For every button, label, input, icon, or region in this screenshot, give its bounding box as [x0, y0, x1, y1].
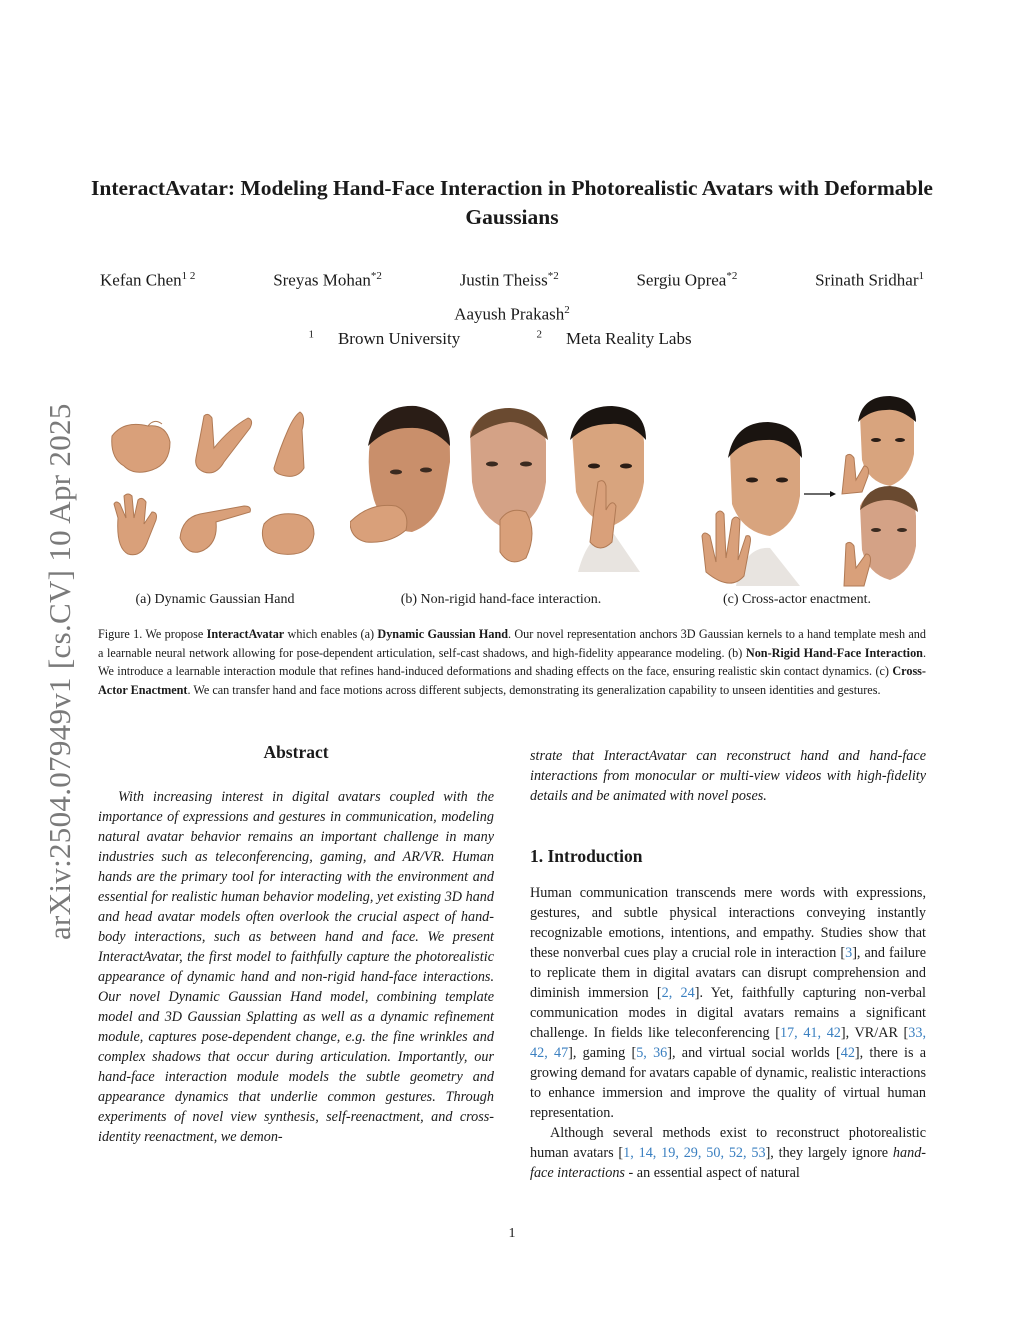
author-3: Justin Theiss$^{*2}$: [459, 270, 559, 290]
subcaption-c: (c) Cross-actor enactment.: [722, 592, 872, 607]
author-6: Aayush Prakash$^2$: [454, 304, 570, 324]
author-5: Srinath Sridhar$^1$: [815, 270, 924, 290]
left-column: [98, 742, 494, 1147]
abstract-continued: strate that InteractAvatar can reconstruct hand and hand-face interactions from monocular or multi-view videos with high-fidelity details and be animated with novel poses.: [530, 748, 926, 804]
introduction-heading: 1. Introduction: [530, 846, 643, 866]
abstract-body: With increasing interest in digital avatars coupled with the importance of expressions and gestures in communication, modeling natural avatar behavior remains an important challenge in many industries such as teleconferencing, gaming, and AR/VR. Human hands are the primary tool for interacting with the environment and essential for realistic human behavior modeling, yet existing 3D hand and head avatar models often overlook the crucial aspect of hand-body interactions, such as between hand and face. We present InteractAvatar, the first model to faithfully capture the photorealistic appearance of dynamic hand and non-rigid hand-face interactions. Our novel Dynamic Gaussian Hand model, combining template model and 3D Gaussian Splatting as well as a dynamic refinement module, captures pose-dependent change, e.g. the fine wrinkles and complex shadows that occur during articulation. Importantly, our hand-face interaction module models the subtle geometry and appearance dynamics that underlie common gestures. Through experiments of novel view synthesis, self-reenactment, and cross-identity reenactment, we demon-: [98, 789, 494, 1145]
author-2: Sreyas Mohan$^{*2}$: [273, 270, 382, 290]
affiliation-1: $^1$ Brown University: [308, 328, 461, 348]
affiliation-2: $^2$ Meta Reality Labs: [536, 328, 692, 348]
abstract-heading: Abstract: [263, 742, 329, 762]
citation-link[interactable]: 42: [840, 1045, 855, 1061]
citation-link[interactable]: 33, 42, 47: [530, 1025, 926, 1061]
citation-link[interactable]: 1, 14, 19, 29, 50, 52, 53: [623, 1145, 766, 1161]
affiliations: [0, 328, 1024, 349]
right-column: [530, 746, 926, 1183]
page-number: 1: [508, 1226, 516, 1241]
figure-c-enactment: [700, 396, 932, 590]
figure-a-hands: [104, 408, 326, 576]
intro-paragraph-2: Although several methods exist to reconstruct photorealistic human avatars [1, 14, 19, 29, 50, 52, 53], they largely ignore hand-face interactions - an essential aspect of natural: [530, 1125, 927, 1181]
author-1: Kefan Chen$^{1 2}$: [100, 270, 196, 290]
citation-link[interactable]: 17, 41, 42: [779, 1025, 841, 1041]
paper-title: InteractAvatar: Modeling Hand-Face Interaction in Photorealistic Avatars with Deformable Gaussians: [91, 176, 933, 229]
figure-caption: Figure 1. We propose InteractAvatar which enables (a) Dynamic Gaussian Hand. Our novel representation anchors 3D Gaussian kernels to a hand template mesh and a learnable neural network allowing for pose-dependent articulation, self-cast shadows, and high-fidelity appearance modeling. (b) Non-Rigid Hand-Face Interaction. We introduce a learnable interaction module that refines hand-induced deformations and shading effects on the face, ensuring realistic skin contact dynamics. (c) Cross-Actor Enactment. We can transfer hand and face motions across different subjects, demonstrating its generalization capability to unseen identities and gestures.: [98, 627, 926, 697]
author-list: [100, 270, 924, 291]
citation-link[interactable]: 5, 36: [636, 1045, 668, 1061]
citation-link[interactable]: 2, 24: [661, 985, 695, 1001]
arxiv-stamp: arXiv:2504.07949v1 [cs.CV] 10 Apr 2025: [42, 403, 77, 940]
citation-link[interactable]: 3: [845, 945, 853, 961]
subcaption-b: (b) Non-rigid hand-face interaction.: [400, 592, 602, 607]
subcaption-a: (a) Dynamic Gaussian Hand: [135, 592, 295, 607]
author-4: Sergiu Oprea$^{*2}$: [636, 270, 738, 290]
figure-b-faces: [350, 402, 660, 582]
intro-paragraph-1: Human communication transcends mere words with expressions, gestures, and subtle physical interactions conveying instantly recognizable emotions, intentions, and empathy. Studies show that these nonverbal cues play a crucial role in interaction [3], and failure to replicate them in digital avatars can disrupt comprehension and diminish immersion [2, 24]. Yet, faithfully capturing non-verbal communication modes in digital avatars remains a significant challenge. In fields like teleconferencing [17, 41, 42], VR/AR [33, 42, 47], gaming [5, 36], and virtual social worlds [42], there is a growing demand for avatars capable of dynamic, realistic interactions to enhance immersion and improve the quality of virtual human representation.: [530, 885, 927, 1121]
